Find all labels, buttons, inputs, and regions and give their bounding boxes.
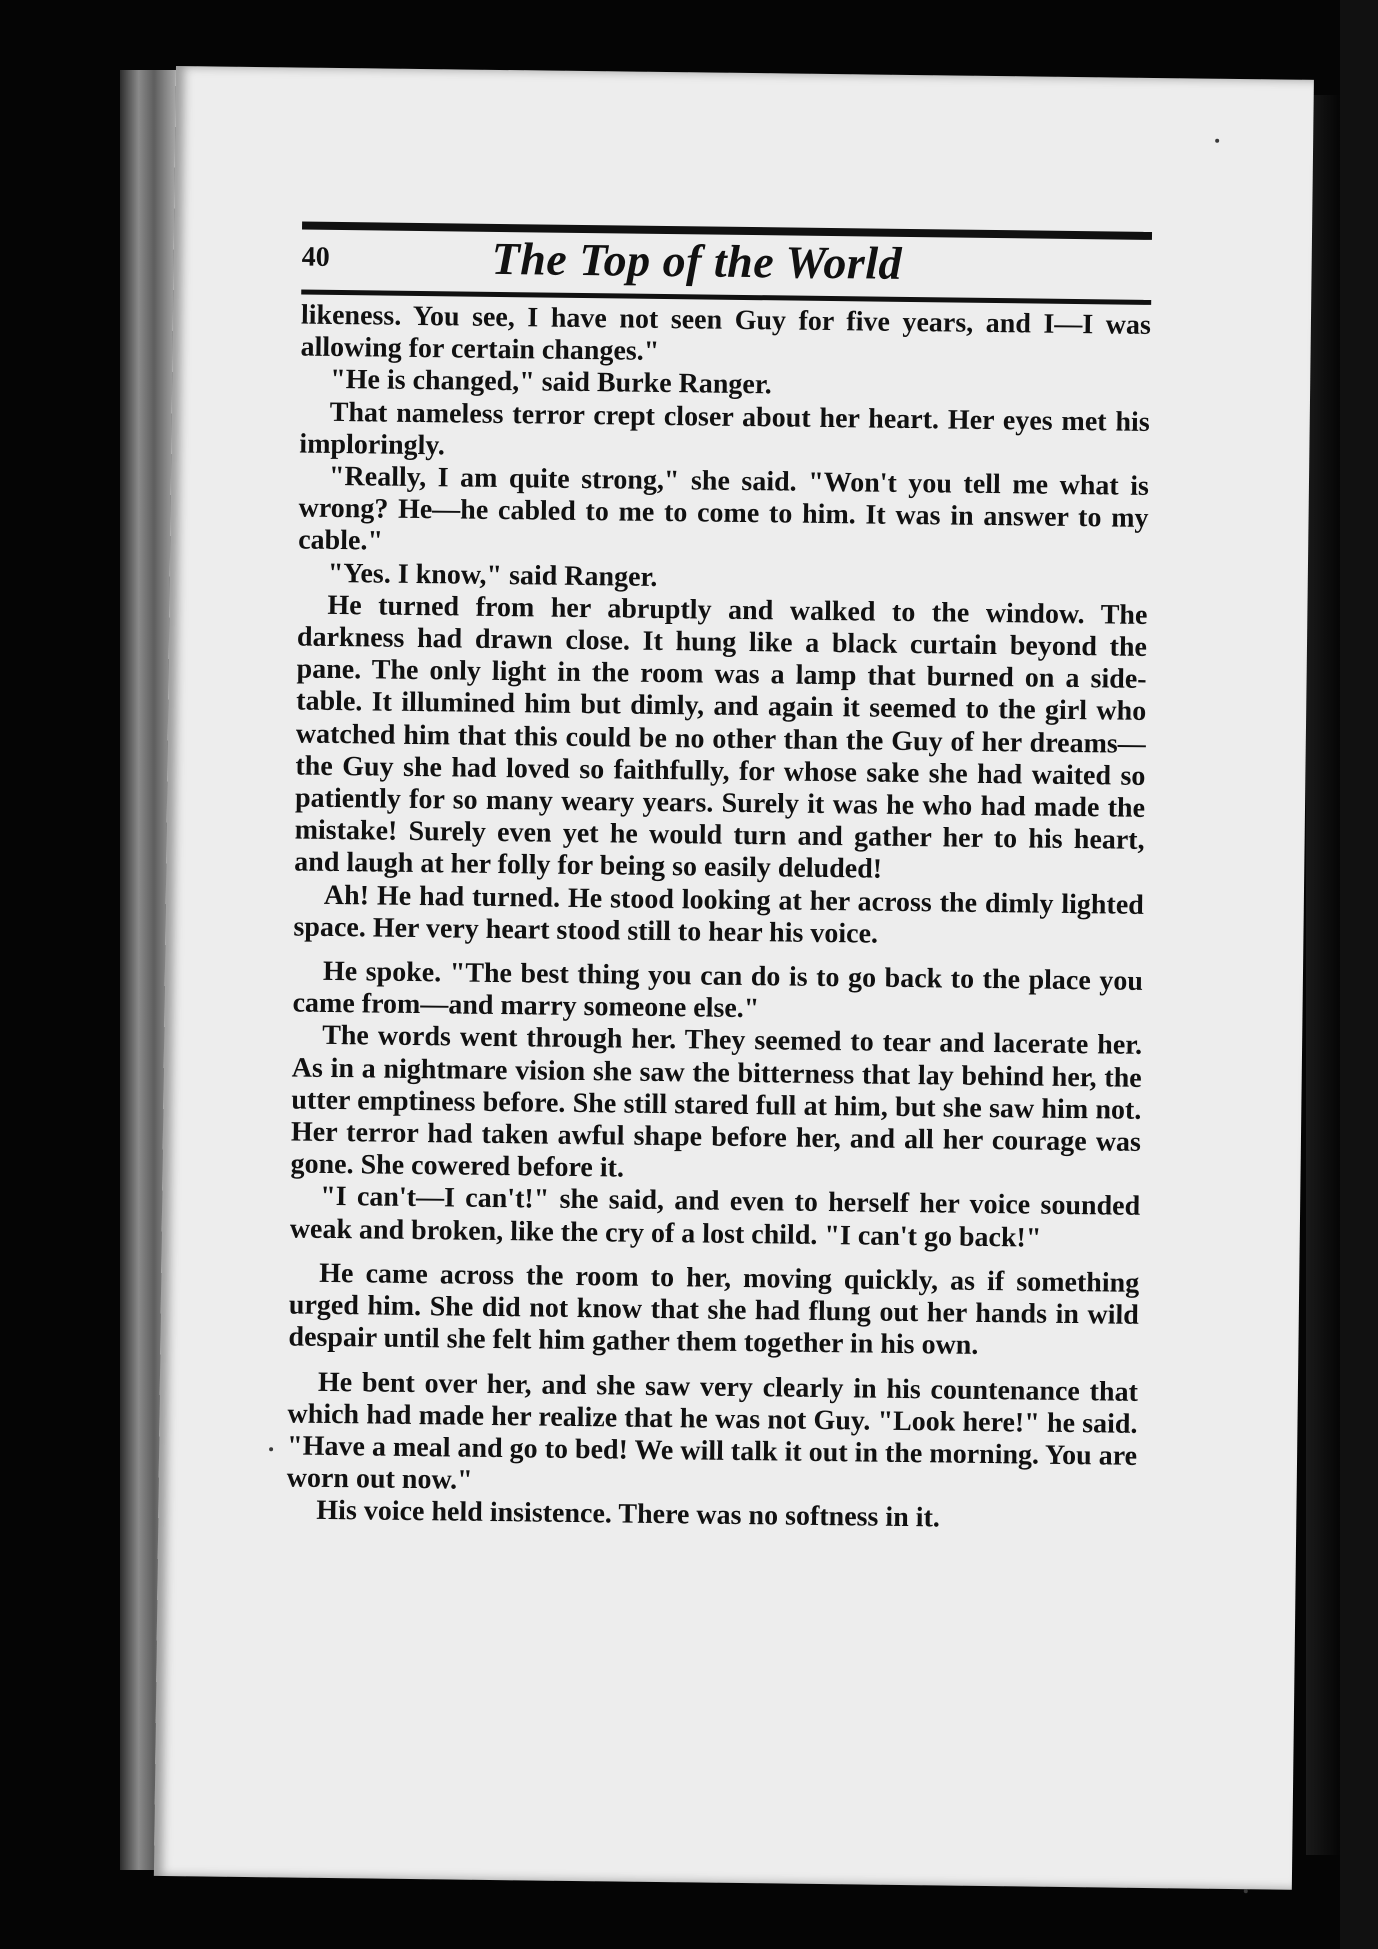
scan-border <box>1340 0 1378 1949</box>
page-number: 40 <box>301 241 330 273</box>
paragraph: He bent over her, and she saw very clearly in his countenance that which had made her realize that he was not Guy. "Look here!" he said. "Have a meal and go to bed! We will talk it out in the morning. You are worn out now." <box>286 1366 1139 1496</box>
scan-speck <box>1215 139 1219 143</box>
paragraph: He came across the room to her, moving quickly, as if something urged him. She did not know that she had flung out her hands in wild despair until she felt him gather them together in his own. <box>288 1257 1140 1362</box>
body-text <box>286 300 1151 1538</box>
book-page <box>154 66 1314 1890</box>
paragraph: Ah! He had turned. He stood looking at her across the dimly lighted space. Her very heart stood still to hear his voice. <box>293 879 1145 950</box>
scan-speck <box>1244 1889 1248 1893</box>
running-title: The Top of the World <box>491 232 903 289</box>
paragraph: "Yes. I know," said Ranger. <box>327 557 658 593</box>
paragraph: He spoke. "The best thing you can do is to go back to the place you came from—and marry someone else." <box>292 955 1144 1025</box>
page-edge-shadow <box>1306 95 1340 1855</box>
paragraph: "I can't—I can't!" she said, and even to herself her voice sounded weak and broken, like the cry of a lost child. "I can't go back!" <box>289 1181 1141 1254</box>
paragraph: likeness. You see, I have not seen Guy for five years, and I—I was allowing for certain changes." <box>300 299 1152 368</box>
paragraph: That nameless terror crept closer about her heart. Her eyes met his imploringly. <box>299 396 1150 462</box>
paragraph: "Really, I am quite strong," she said. "Won't you tell me what is wrong? He—he cabled to me to come to him. It was in answer to my cable." <box>298 460 1150 557</box>
paragraph: The words went through her. They seemed to tear and lacerate her. As in a nightmare vision she saw the bitterness that lay behind her, the utter emptiness before. She still stared full at him, but she saw him not. Her terror had taken awful shape before her, and all her courage was gone. She cowered before it. <box>290 1020 1143 1184</box>
paragraph: He turned from her abruptly and walked to the window. The darkness had drawn close. It hung like a black curtain beyond the pane. The only light in the room was a lamp that burned on a side-table. It illumined him but dimly, and again it seemed to the girl who watched him that this could be no other than the Guy of her dreams—the Guy she had loved so faithfully, for whose sake she had waited so patiently for so many weary years. Surely it was he who had made the mistake! Surely even yet he would turn and gather her to his heart, and laugh at her folly for being so easily deluded! <box>294 589 1148 886</box>
paragraph: "He is changed," said Burke Ranger. <box>329 364 772 401</box>
scan-speck <box>269 1447 273 1451</box>
page-header <box>301 200 1152 310</box>
paragraph: His voice held insistence. There was no softness in it. <box>316 1495 941 1534</box>
